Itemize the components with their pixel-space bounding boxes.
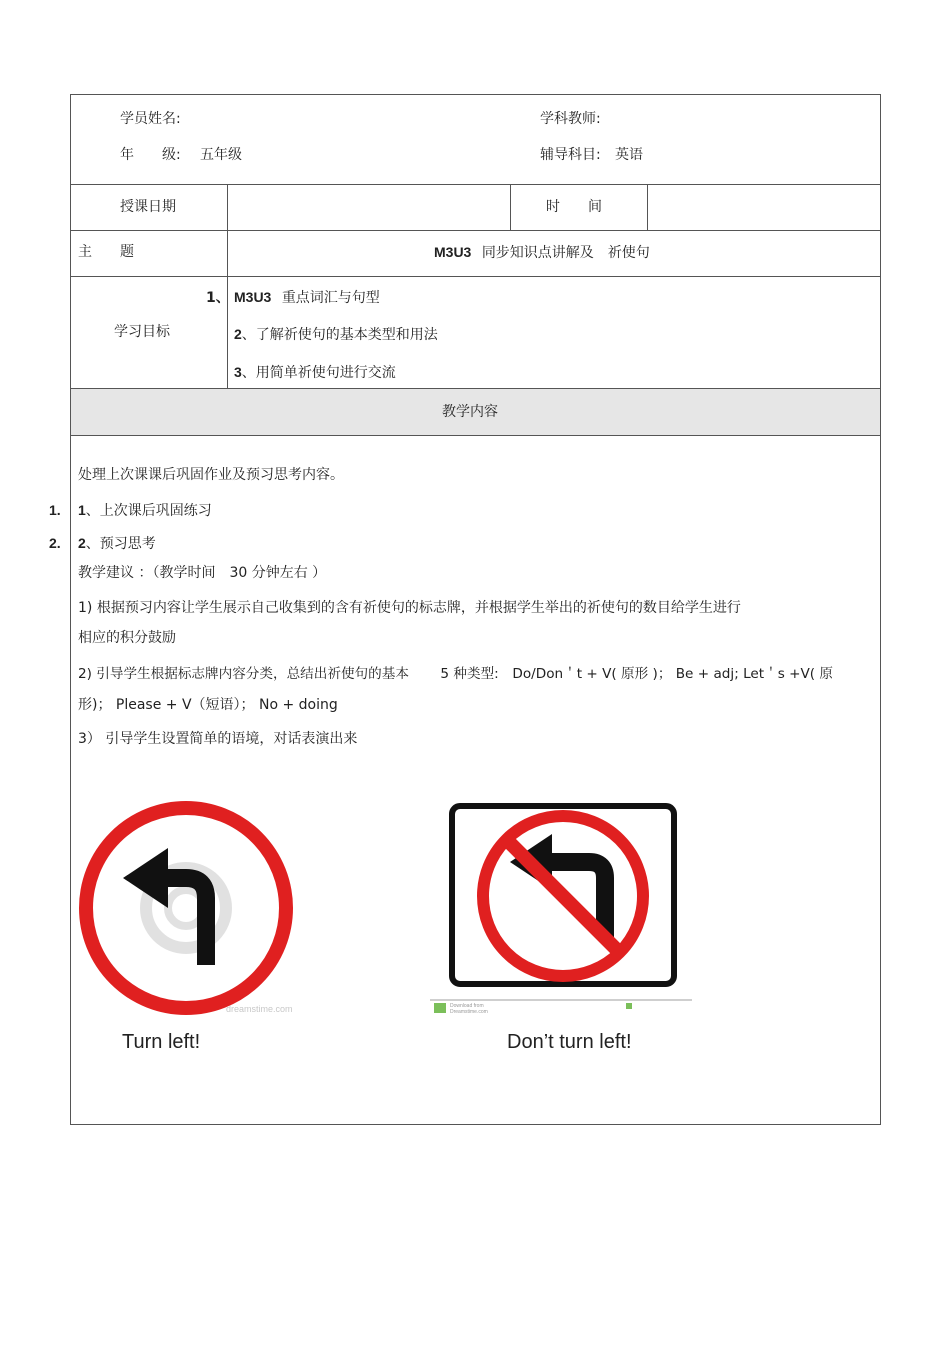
grade-label: 年 级: bbox=[120, 147, 181, 163]
goals-label: 学习目标 bbox=[114, 324, 170, 340]
grade-value: 五年级 bbox=[200, 147, 242, 163]
subject-label: 辅导科目: bbox=[540, 147, 601, 163]
time-label: 时 间 bbox=[546, 199, 602, 215]
goal-3-number: 3 bbox=[234, 364, 242, 380]
topic-text: 同步知识点讲解及 祈使句 bbox=[481, 245, 650, 261]
goal-1-number: 1、 bbox=[206, 290, 230, 306]
teaching-advice: 教学建议 ：（教学时间 30 分钟左右 ） bbox=[78, 565, 327, 581]
table-top-border bbox=[70, 94, 881, 95]
turn-left-sign-icon bbox=[78, 800, 298, 1020]
goal-1 bbox=[234, 288, 380, 307]
col-divider-label bbox=[227, 184, 228, 389]
turn-left-caption: Turn left! bbox=[122, 1031, 201, 1053]
no-left-turn-watermark-1: Download from bbox=[450, 1003, 484, 1009]
goal-1-code: M3U3 bbox=[234, 289, 272, 305]
list-item-2-number: 2 bbox=[78, 535, 86, 551]
row-divider-5 bbox=[70, 435, 881, 436]
topic-code: M3U3 bbox=[434, 244, 472, 260]
goal-3 bbox=[234, 363, 396, 382]
advice-point-3: 3） 引导学生设置简单的语境，对话表演出来 bbox=[78, 731, 358, 747]
table-bottom-border bbox=[70, 1124, 881, 1125]
topic-label: 主 题 bbox=[78, 244, 134, 260]
student-name-label: 学员姓名: bbox=[120, 111, 181, 127]
turn-left-watermark: dreamstime.com bbox=[226, 1004, 293, 1014]
no-left-turn-sign-icon bbox=[430, 800, 695, 1020]
goal-2 bbox=[234, 325, 438, 344]
goal-3-text: 、用简单祈使句进行交流 bbox=[241, 365, 396, 381]
row-divider-1 bbox=[70, 184, 881, 185]
row-divider-2 bbox=[70, 230, 881, 231]
table-right-border bbox=[880, 94, 881, 1125]
advice-point-1-line-1: 1) 根据预习内容让学生展示自己收集到的含有祈使句的标志牌，并根据学生举出的祈使句的数目给学生进行 bbox=[78, 600, 741, 616]
col-divider-time-left bbox=[510, 184, 511, 231]
body-intro: 处理上次课课后巩固作业及预习思考内容。 bbox=[78, 467, 344, 483]
advice-point-2-line-2: 形)； Please + V（短语）； No + doing bbox=[78, 697, 338, 713]
advice-point-2-line-1: 2) 引导学生根据标志牌内容分类，总结出祈使句的基本 5 种类型: Do/Don＇t + V( 原形 )； Be + adj; Let＇s +V( 原 bbox=[78, 666, 834, 682]
dont-turn-left-caption: Don’t turn left! bbox=[507, 1031, 632, 1053]
outer-list-number-2: 2. bbox=[49, 535, 61, 551]
row-divider-3 bbox=[70, 276, 881, 277]
list-item-1-number: 1 bbox=[78, 502, 86, 518]
table-left-border bbox=[70, 94, 71, 1125]
list-item-2 bbox=[78, 534, 156, 553]
goal-1-text: 重点词汇与句型 bbox=[281, 290, 380, 306]
no-left-turn-watermark-2: Dreamstime.com bbox=[450, 1009, 488, 1015]
subject-value: 英语 bbox=[615, 147, 643, 163]
list-item-1-text: 、上次课后巩固练习 bbox=[85, 503, 212, 519]
topic-title bbox=[434, 243, 650, 262]
outer-list-number-1: 1. bbox=[49, 502, 61, 518]
date-label: 授课日期 bbox=[120, 199, 176, 215]
advice-point-1-line-2: 相应的积分鼓励 bbox=[78, 630, 176, 646]
list-item-2-text: 、预习思考 bbox=[85, 536, 156, 552]
teacher-label: 学科教师: bbox=[540, 111, 601, 127]
content-header: 教学内容 bbox=[442, 404, 498, 420]
col-divider-time-right bbox=[647, 184, 648, 231]
goal-2-text: 、了解祈使句的基本类型和用法 bbox=[241, 327, 438, 343]
goal-2-number: 2 bbox=[234, 326, 242, 342]
list-item-1 bbox=[78, 501, 212, 520]
